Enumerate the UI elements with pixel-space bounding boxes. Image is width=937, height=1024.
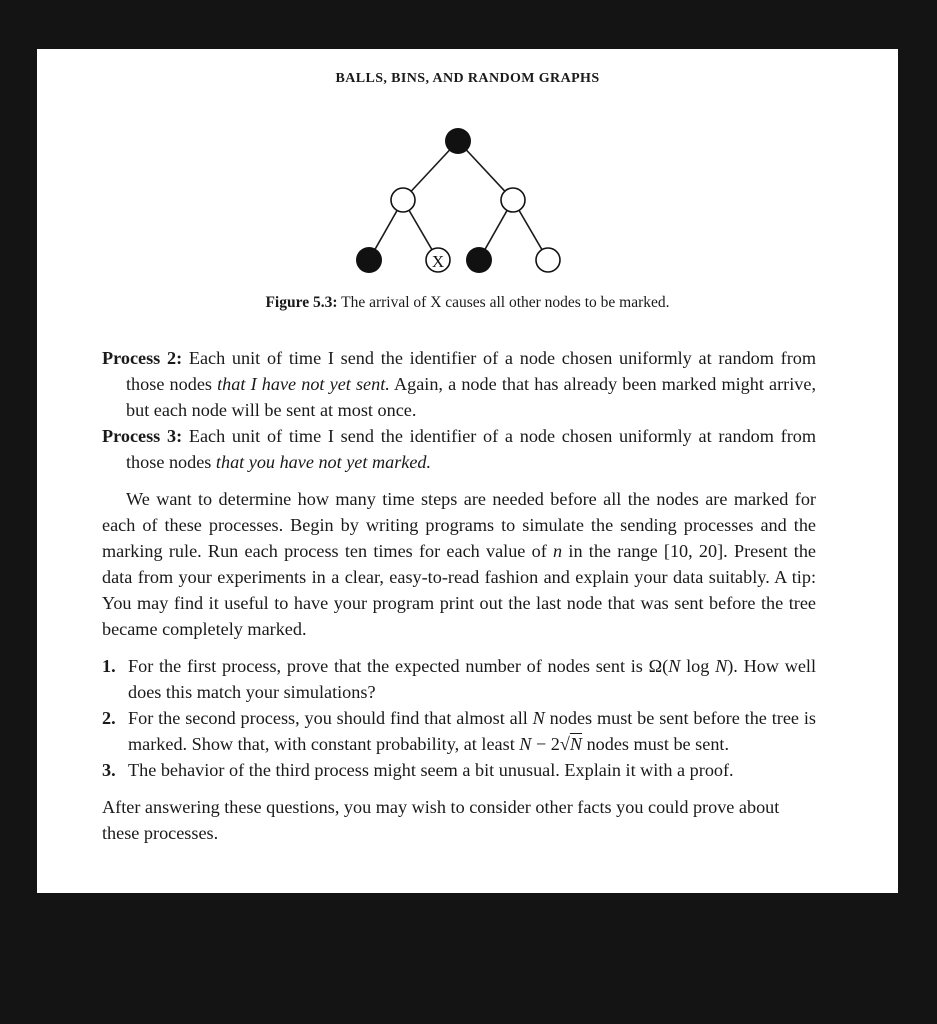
internal-node-unmarked: [501, 188, 525, 212]
main-text: [102, 345, 816, 846]
process-3-label: Process 3:: [102, 426, 183, 446]
question-item: 2. For the second process, you should find that almost all N nodes must be sent before the tree is marked. Show that, with constant probability, at least N − 2√N nodes must be sent.: [102, 708, 816, 754]
leaf-node-marked: [356, 247, 382, 273]
question-item: 3. The behavior of the third process might seem a bit unusual. Explain it with a proof.: [102, 760, 734, 780]
leaf-node-marked: [466, 247, 492, 273]
leaf-node-unmarked: [536, 248, 560, 272]
internal-node-unmarked: [391, 188, 415, 212]
caption-label: Figure 5.3:: [265, 294, 338, 311]
process-3: Process 3: Each unit of time I send the identifier of a node chosen uniformly at random from those nodes that you have not yet marked.: [102, 426, 816, 472]
textbook-page: [37, 49, 898, 893]
figure-caption: [37, 294, 898, 312]
question-list: [102, 653, 816, 783]
process-2: Process 2: Each unit of time I send the identifier of a node chosen uniformly at random from those nodes that I have not yet sent. Again, a node that has already been marked might arrive, but each node will be sent at most once.: [102, 348, 816, 420]
question-item: 1. For the first process, prove that the expected number of nodes sent is Ω(N log N). How well does this match your simulations?: [102, 656, 817, 702]
caption-text: The arrival of X causes all other nodes to be marked.: [337, 294, 670, 311]
root-node-marked: [445, 128, 471, 154]
closing-paragraph: After answering these questions, you may wish to consider other facts you could prove about these processes.: [102, 797, 780, 843]
process-2-label: Process 2:: [102, 348, 183, 368]
instructions-paragraph: We want to determine how many time steps are needed before all the nodes are marked for each of these processes. Begin by writing programs to simulate the sending processes and the marking rule. Run each process ten times for each value of n in the range [10, 20]. Present the data from your experiments in a clear, easy-to-read fashion and explain your data suitably. A tip: You may find it useful to have your program print out the last node that was sent before the tree became completely marked.: [102, 489, 816, 639]
running-header: BALLS, BINS, AND RANDOM GRAPHS: [335, 71, 600, 86]
node-x-label: X: [431, 252, 445, 271]
